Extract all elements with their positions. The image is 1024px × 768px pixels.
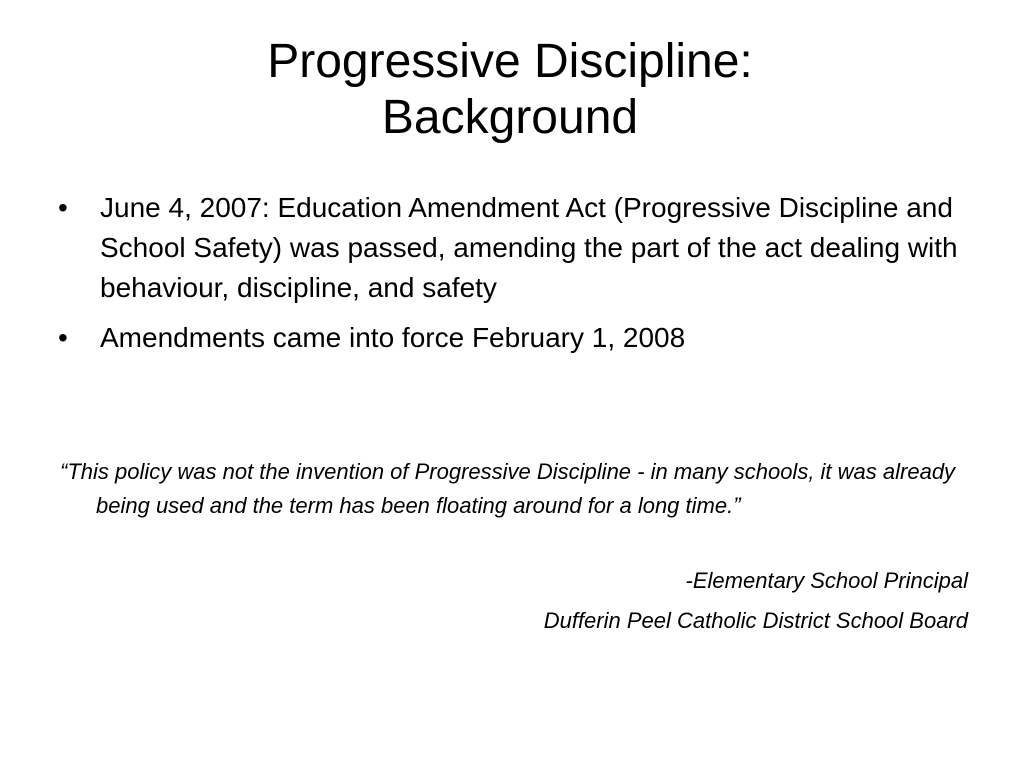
title-line-1: Progressive Discipline: (267, 35, 753, 88)
attribution-role: -Elementary School Principal (685, 568, 968, 593)
title-line-2: Background (381, 91, 639, 144)
bullet-text: June 4, 2007: Education Amendment Act (Progressive Discipline and School Safety) was passed, amending the part of the act dealing with behaviour, discipline, and safety (100, 192, 958, 303)
bullet-item (58, 318, 958, 358)
slide-title (0, 34, 1020, 146)
bullet-list (58, 188, 958, 368)
quote-text: “This policy was not the invention of Progressive Discipline - in many schools, it was already being used and the term has been floating around for a long time.” (60, 459, 956, 518)
bullet-item (58, 188, 958, 308)
attribution-organization: Dufferin Peel Catholic District School Board (543, 608, 968, 633)
bullet-text: Amendments came into force February 1, 2008 (100, 322, 686, 353)
bullet-dot-icon: • (58, 322, 68, 353)
bullet-dot-icon: • (58, 192, 68, 223)
